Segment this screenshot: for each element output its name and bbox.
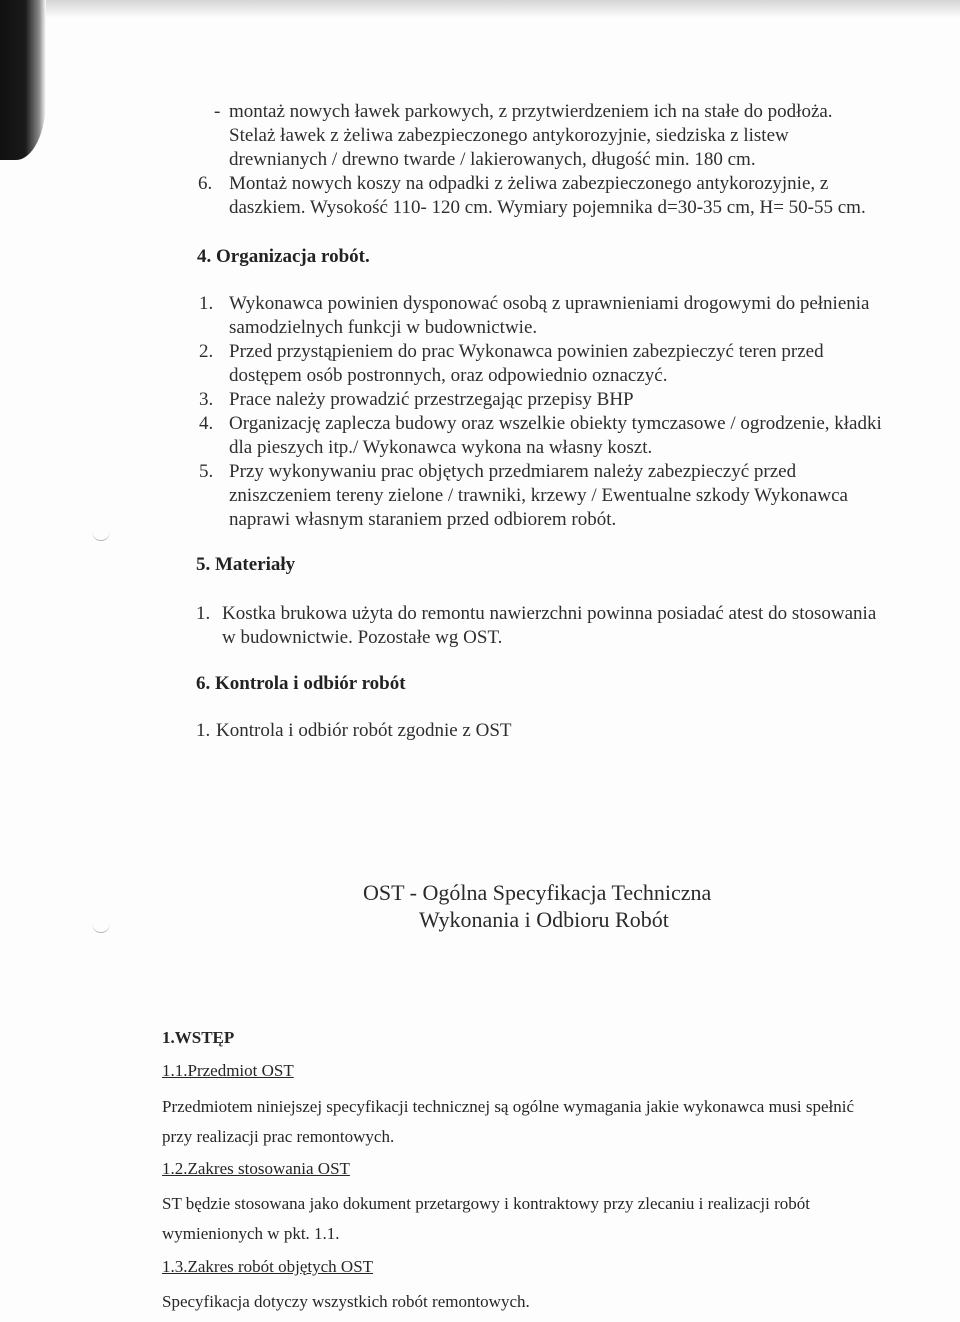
ost-title-line: Wykonania i Odbioru Robót bbox=[419, 907, 669, 932]
list-item-line: drewnianych / drewno twarde / lakierowanych, długość min. 180 cm. bbox=[229, 149, 756, 170]
list-item-line: Organizację zaplecza budowy oraz wszelkie obiekty tymczasowe / ogrodzenie, kładki bbox=[229, 413, 882, 434]
scan-top-shadow bbox=[46, 0, 960, 18]
scan-shadow bbox=[0, 0, 46, 160]
section-heading: 4. Organizacja robót. bbox=[197, 246, 370, 267]
subsection-heading: 1.2.Zakres stosowania OST bbox=[162, 1159, 350, 1178]
ost-title-line: OST - Ogólna Specyfikacja Techniczna bbox=[363, 880, 712, 905]
list-item-line: Montaż nowych koszy na odpadki z żeliwa zabezpieczonego antykorozyjnie, z bbox=[229, 173, 829, 194]
list-number: 6. bbox=[198, 173, 213, 194]
paragraph-line: Specyfikacja dotyczy wszystkich robót remontowych. bbox=[162, 1292, 530, 1311]
list-number: 1. bbox=[199, 293, 214, 314]
section-heading: 6. Kontrola i odbiór robót bbox=[196, 673, 406, 694]
list-item-line: zniszczeniem tereny zielone / trawniki, krzewy / Ewentualne szkody Wykonawca bbox=[229, 485, 848, 506]
list-item-line: w budownictwie. Pozostałe wg OST. bbox=[222, 627, 503, 648]
list-item-line: daszkiem. Wysokość 110- 120 cm. Wymiary pojemnika d=30-35 cm, H= 50-55 cm. bbox=[229, 197, 866, 218]
list-number: 3. bbox=[199, 389, 214, 410]
list-item-line: dla pieszych itp./ Wykonawca wykona na własny koszt. bbox=[229, 437, 653, 458]
section-heading: 5. Materiały bbox=[196, 554, 296, 575]
list-item-line: Stelaż ławek z żeliwa zabezpieczonego antykorozyjnie, siedziska z listew bbox=[229, 125, 789, 146]
list-item-line: naprawi własnym staraniem przed odbiorem robót. bbox=[229, 509, 617, 530]
list-item-line: dostępem osób postronnych, oraz odpowiednio oznaczyć. bbox=[229, 365, 668, 386]
subsection-heading: 1.1.Przedmiot OST bbox=[162, 1061, 294, 1080]
list-item-line: Prace należy prowadzić przestrzegając przepisy BHP bbox=[229, 389, 634, 410]
list-number: 5. bbox=[199, 461, 214, 482]
paragraph-line: wymienionych w pkt. 1.1. bbox=[162, 1224, 340, 1243]
list-item-line: samodzielnych funkcji w budownictwie. bbox=[229, 317, 538, 338]
list-item-line: Wykonawca powinien dysponować osobą z uprawnieniami drogowymi do pełnienia bbox=[229, 293, 870, 314]
punch-hole-mark bbox=[92, 528, 110, 541]
list-bullet: - bbox=[214, 101, 221, 122]
list-item-line: Kontrola i odbiór robót zgodnie z OST bbox=[216, 720, 512, 741]
paragraph-line: ST będzie stosowana jako dokument przetargowy i kontraktowy przy zlecaniu i realizacji robót bbox=[162, 1194, 811, 1213]
list-item-line: Przy wykonywaniu prac objętych przedmiarem należy zabezpieczyć przed bbox=[229, 461, 797, 482]
chapter-heading: 1.WSTĘP bbox=[162, 1028, 235, 1047]
punch-hole-mark bbox=[92, 920, 110, 933]
list-item-line: Kostka brukowa użyta do remontu nawierzchni powinna posiadać atest do stosowania bbox=[222, 603, 877, 624]
list-item-line: Przed przystąpieniem do prac Wykonawca powinien zabezpieczyć teren przed bbox=[229, 341, 824, 362]
paragraph-line: przy realizacji prac remontowych. bbox=[162, 1127, 395, 1146]
list-number: 4. bbox=[199, 413, 214, 434]
list-number: 1. bbox=[196, 603, 211, 624]
list-number: 1. bbox=[196, 720, 211, 741]
paragraph-line: Przedmiotem niniejszej specyfikacji technicznej są ogólne wymagania jakie wykonawca musi spełnić bbox=[162, 1097, 855, 1116]
list-number: 2. bbox=[199, 341, 214, 362]
list-item-line: montaż nowych ławek parkowych, z przytwierdzeniem ich na stałe do podłoża. bbox=[229, 101, 833, 122]
subsection-heading: 1.3.Zakres robót objętych OST bbox=[162, 1257, 374, 1276]
